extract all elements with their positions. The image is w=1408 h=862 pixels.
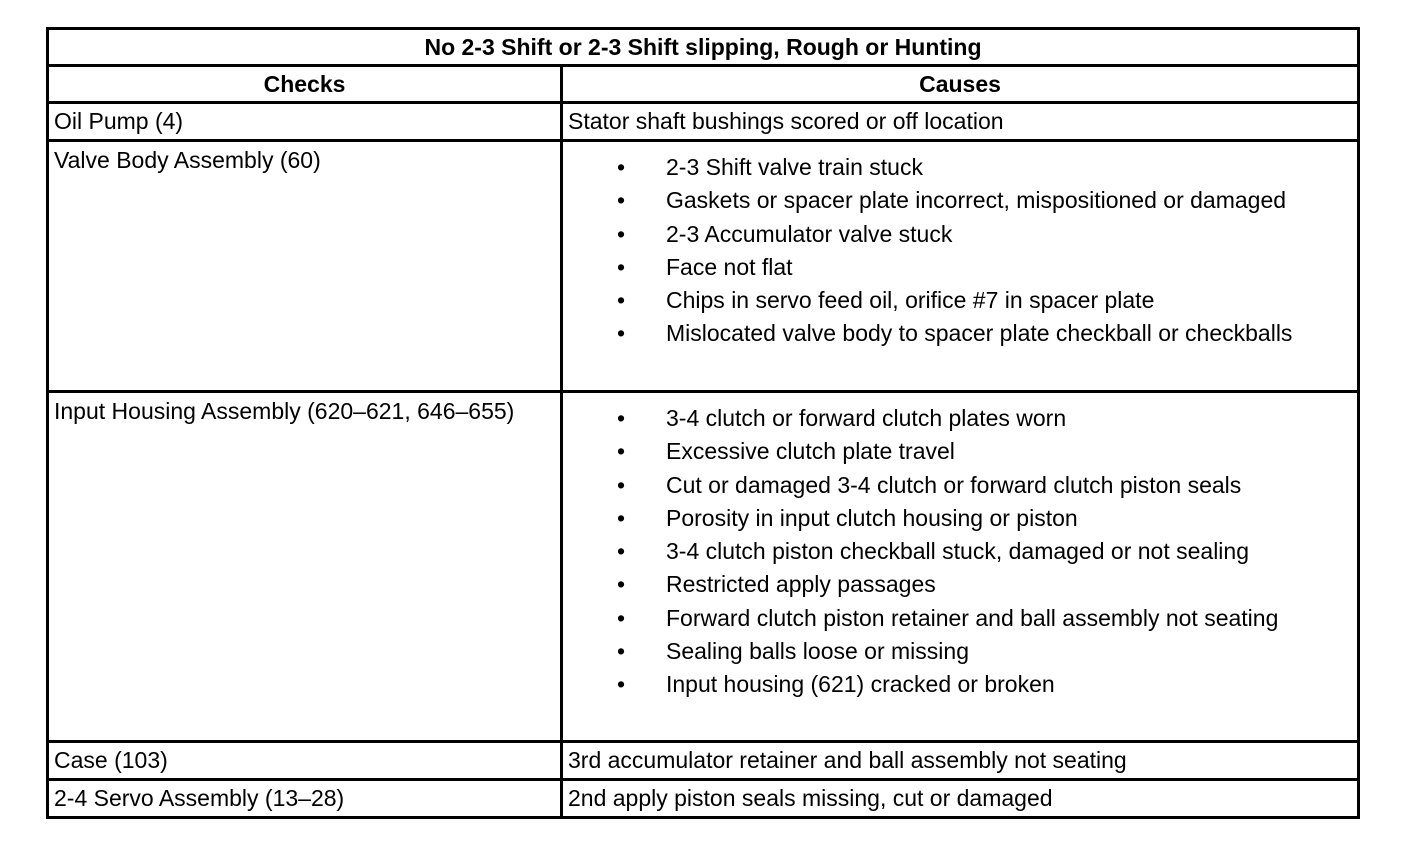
checks-header: Checks: [48, 66, 562, 103]
list-item: [563, 251, 1357, 284]
cause-text: 3-4 clutch or forward clutch plates worn: [666, 405, 1067, 431]
cause-cell: 3rd accumulator retainer and ball assembly not seating: [562, 742, 1359, 780]
list-item: [563, 568, 1357, 601]
list-item: [563, 402, 1357, 435]
bullet-icon: •: [617, 220, 626, 247]
list-item: [563, 668, 1357, 701]
cause-list: [563, 142, 1357, 351]
header-row: [48, 66, 1359, 103]
table-row: [48, 103, 1359, 141]
cause-text: Sealing balls loose or missing: [666, 638, 969, 665]
list-item: [563, 469, 1357, 502]
bullet-icon: •: [617, 320, 626, 347]
list-item: [563, 284, 1357, 317]
bullet-icon: •: [617, 287, 626, 314]
check-cell: Case (103): [48, 742, 562, 780]
bullet-icon: •: [617, 187, 626, 214]
check-cell: Oil Pump (4): [48, 103, 562, 141]
list-item: [563, 635, 1357, 668]
cause-text: Forward clutch piston retainer and ball assembly not seating: [666, 604, 1279, 631]
cause-cell: 2nd apply piston seals missing, cut or damaged: [562, 780, 1359, 818]
cause-text: Chips in servo feed oil, orifice #7 in spacer plate: [666, 287, 1155, 314]
cause-cell: [562, 392, 1359, 742]
bullet-icon: •: [617, 671, 626, 698]
cause-cell: Stator shaft bushings scored or off location: [562, 103, 1359, 141]
list-item: [563, 435, 1357, 468]
bullet-icon: •: [617, 253, 626, 280]
bullet-icon: •: [617, 604, 626, 631]
bullet-icon: •: [617, 504, 626, 531]
causes-header: Causes: [562, 66, 1359, 103]
table-row: [48, 141, 1359, 392]
table-row: [48, 392, 1359, 742]
cause-text: Cut or damaged 3-4 clutch or forward clutch piston seals: [666, 471, 1242, 498]
table-row: [48, 780, 1359, 818]
list-item: [563, 502, 1357, 535]
cause-text: Excessive clutch plate travel: [666, 438, 955, 465]
list-item: [563, 218, 1357, 251]
cause-text: Gaskets or spacer plate incorrect, mispositioned or damaged: [666, 187, 1287, 214]
table-title: No 2-3 Shift or 2-3 Shift slipping, Rough or Hunting: [48, 29, 1359, 66]
cause-text: Restricted apply passages: [666, 571, 936, 598]
bullet-icon: •: [617, 438, 626, 465]
bullet-icon: •: [617, 538, 626, 565]
bullet-icon: •: [617, 471, 626, 498]
list-item: [563, 151, 1357, 184]
table-row: [48, 742, 1359, 780]
bullet-icon: •: [617, 405, 626, 431]
cause-text: Porosity in input clutch housing or piston: [666, 504, 1078, 531]
diagnosis-table: [46, 27, 1360, 819]
cause-text: Mislocated valve body to spacer plate checkball or checkballs: [666, 320, 1293, 347]
cause-text: 3-4 clutch piston checkball stuck, damaged or not sealing: [666, 538, 1249, 565]
title-row: [48, 29, 1359, 66]
cause-cell: [562, 141, 1359, 392]
list-item: [563, 535, 1357, 568]
list-item: [563, 602, 1357, 635]
check-cell: 2-4 Servo Assembly (13–28): [48, 780, 562, 818]
cause-text: 2-3 Shift valve train stuck: [666, 154, 923, 180]
bullet-icon: •: [617, 154, 626, 180]
bullet-icon: •: [617, 571, 626, 598]
list-item: [563, 184, 1357, 217]
cause-text: Face not flat: [666, 253, 793, 280]
check-cell: Input Housing Assembly (620–621, 646–655): [48, 392, 562, 742]
cause-text: Input housing (621) cracked or broken: [666, 671, 1055, 698]
list-item: [563, 317, 1357, 350]
cause-text: 2-3 Accumulator valve stuck: [666, 220, 953, 247]
bullet-icon: •: [617, 638, 626, 665]
check-cell: Valve Body Assembly (60): [48, 141, 562, 392]
cause-list: [563, 393, 1357, 702]
